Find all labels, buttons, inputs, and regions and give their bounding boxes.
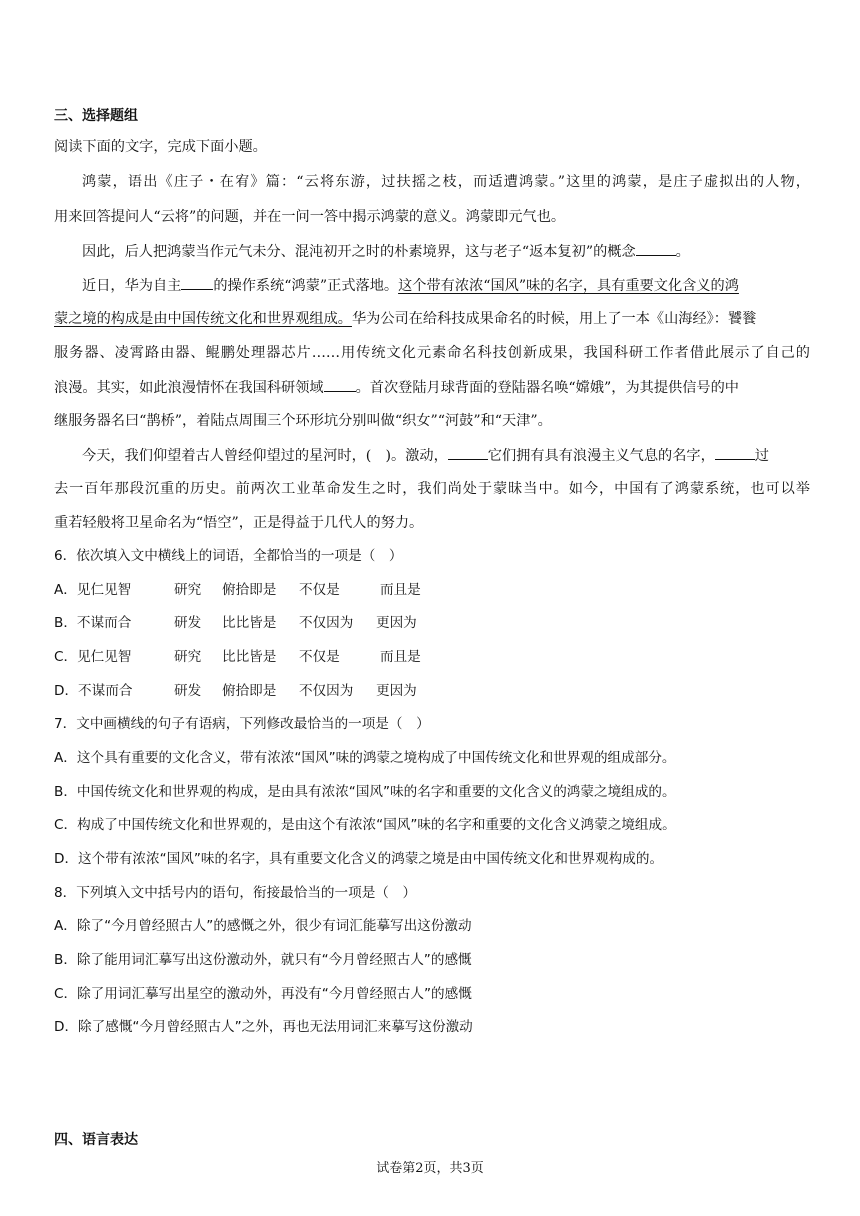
- q6-d-word2: 研发: [174, 683, 202, 699]
- q6-b-word2: 研发: [174, 615, 202, 631]
- q6-c-word5: 而且是: [380, 649, 421, 665]
- passage-p3-line4-a: 浪漫。其实，如此浪漫情怀在我国科研领域: [54, 380, 324, 396]
- question-8-option-a[interactable]: A．除了“今月曾经照古人”的感慨之外，很少有词汇能摹写出这份激动: [54, 918, 472, 934]
- question-6-option-a[interactable]: [54, 580, 810, 600]
- q6-a-word3: 俯拾即是: [222, 582, 277, 598]
- question-7-option-c[interactable]: C．构成了中国传统文化和世界观的，是由这个有浓浓“国风”味的名字和重要的文化含义鸿蒙之境组成。: [54, 817, 676, 833]
- passage-p4-text-c: 过: [754, 448, 769, 464]
- reading-instruction: 阅读下面的文字，完成下面小题。: [54, 139, 267, 155]
- passage-p3-line1: [82, 275, 810, 296]
- underlined-sentence-part1: 这个带有浓浓“国风”味的名字，具有重要文化含义的鸿: [398, 278, 739, 294]
- section-3-title: 三、选择题组: [54, 108, 138, 124]
- passage-p3-text-b: 的操作系统“鸿蒙”正式落地。: [213, 278, 399, 294]
- q6-b-word5: 更因为: [376, 615, 417, 631]
- question-8-option-b[interactable]: B．除了能用词汇摹写出这份激动外，就只有“今月曾经照古人”的感慨: [54, 952, 472, 968]
- q6-c-word1: C．见仁见智: [54, 649, 132, 665]
- passage-p4-line3: 重若轻般将卫星命名为“悟空”，正是得益于几代人的努力。: [54, 515, 424, 531]
- q6-b-word1: B．不谋而合: [54, 615, 132, 631]
- question-7-option-d[interactable]: D．这个带有浓浓“国风”味的名字，具有重要文化含义的鸿蒙之境是由中国传统文化和世界观构成的。: [54, 851, 664, 867]
- passage-p2-text: 因此，后人把鸿蒙当作元气未分、混沌初开之时的朴素境界，这与老子“返本复初”的概念: [82, 244, 636, 260]
- passage-p3-text-c: 华为公司在给科技成果命名的时候，用上了一本《山海经》：饕餮: [351, 311, 757, 327]
- section-4-title: 四、语言表达: [54, 1132, 138, 1148]
- passage-p4-text-a: 今天，我们仰望着古人曾经仰望过的星河时，( )。激动，: [82, 448, 448, 464]
- question-6-option-b[interactable]: [54, 613, 810, 633]
- q6-a-word2: 研究: [174, 582, 202, 598]
- question-8-option-c[interactable]: C．除了用词汇摹写出星空的激动外，再没有“今月曾经照古人”的感慨: [54, 986, 472, 1002]
- q6-d-word1: D．不谋而合: [54, 683, 133, 699]
- q6-a-word5: 而且是: [380, 582, 421, 598]
- question-6-stem: 6．依次填入文中横线上的词语，全都恰当的一项是（ ）: [54, 548, 403, 564]
- q6-b-word3: 比比皆是: [222, 615, 277, 631]
- q6-a-word1: A．见仁见智: [54, 582, 132, 598]
- q6-c-word2: 研究: [174, 649, 202, 665]
- q6-d-word5: 更因为: [376, 683, 417, 699]
- answer-blank-1: [636, 241, 676, 256]
- passage-p3-line4: [54, 377, 810, 398]
- page-footer: 试卷第2页，共3页: [376, 1161, 484, 1176]
- underlined-sentence-part2: 蒙之境的构成是由中国传统文化和世界观组成。: [54, 311, 352, 327]
- question-7-option-a[interactable]: A．这个具有重要的文化含义，带有浓浓“国风”味的鸿蒙之境构成了中国传统文化和世界观的组成部分。: [54, 750, 676, 766]
- passage-p3-line3: 服务器、凌霄路由器、鲲鹏处理器芯片……用传统文化元素命名科技创新成果，我国科研工作者借此展示了自己的: [54, 345, 810, 361]
- q6-c-word3: 比比皆是: [222, 649, 277, 665]
- question-8-option-d[interactable]: D．除了感慨“今月曾经照古人”之外，再也无法用词汇来摹写这份激动: [54, 1019, 473, 1035]
- q6-d-word4: 不仅因为: [299, 683, 354, 699]
- passage-p1-line2: 用来回答提问人“云将”的问题，并在一问一答中揭示鸿蒙的意义。鸿蒙即元气也。: [54, 209, 566, 225]
- passage-p3-text-a: 近日，华为自主: [82, 278, 182, 294]
- passage-p2: [82, 241, 810, 262]
- answer-blank-4: [448, 445, 488, 460]
- q6-a-word4: 不仅是: [299, 582, 340, 598]
- answer-blank-2: [181, 275, 213, 290]
- passage-p3-line2: [54, 309, 810, 329]
- question-7-stem: 7．文中画横线的句子有语病，下列修改最恰当的一项是（ ）: [54, 716, 430, 732]
- question-6-option-d[interactable]: [54, 681, 810, 701]
- answer-blank-3: [324, 377, 356, 392]
- q6-b-word4: 不仅因为: [299, 615, 354, 631]
- passage-p3-line5: 继服务器名曰“鹊桥”，着陆点周围三个环形坑分别叫做“织女”“河鼓”和“天津”。: [54, 413, 552, 429]
- passage-p4-text-b: 它们拥有具有浪漫主义气息的名字，: [487, 448, 715, 464]
- passage-p4-line1: [82, 445, 810, 466]
- passage-p1-line1: 鸿蒙，语出《庄子・在宥》篇：“云将东游，过扶摇之枝，而适遭鸿蒙。”这里的鸿蒙，是庄子虚拟出的人物，: [82, 174, 810, 190]
- passage-p4-line2: 去一百年那段沉重的历史。前两次工业革命发生之时，我们尚处于蒙昧当中。如今，中国有了鸿蒙系统，也可以举: [54, 481, 810, 497]
- answer-blank-5: [715, 445, 755, 460]
- q6-c-word4: 不仅是: [299, 649, 340, 665]
- question-7-option-b[interactable]: B．中国传统文化和世界观的构成，是由具有浓浓“国风”味的名字和重要的文化含义的鸿蒙之境组成的。: [54, 784, 676, 800]
- question-6-option-c[interactable]: [54, 647, 810, 667]
- q6-d-word3: 俯拾即是: [222, 683, 277, 699]
- question-8-stem: 8．下列填入文中括号内的语句，衔接最恰当的一项是（ ）: [54, 885, 417, 901]
- passage-p3-line4-b: 。首次登陆月球背面的登陆器名唤“嫦娥”，为其提供信号的中: [355, 380, 739, 396]
- passage-p2-end: 。: [675, 244, 690, 260]
